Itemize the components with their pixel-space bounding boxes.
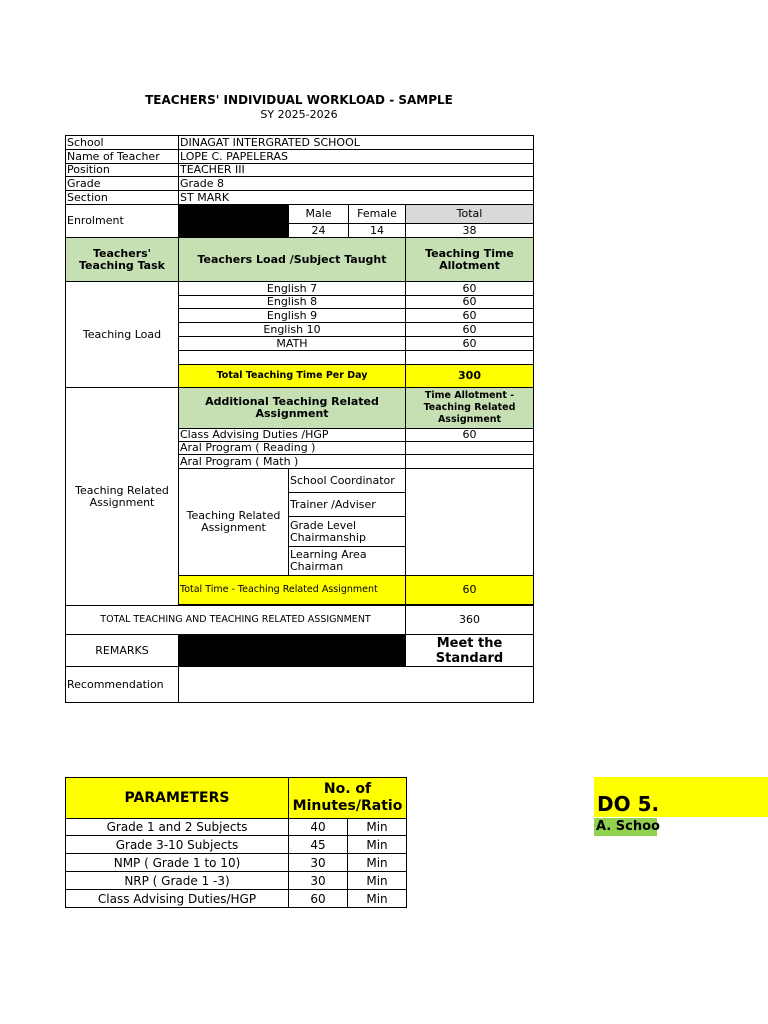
grade-label: Grade bbox=[66, 177, 179, 191]
subject-minutes: 60 bbox=[406, 296, 534, 309]
teaching-load-label: Teaching Load bbox=[66, 282, 179, 388]
role-learning-area-chair: Learning Area Chairman bbox=[289, 547, 406, 576]
parameter-row bbox=[66, 890, 407, 908]
parameter-value: 40 bbox=[289, 819, 348, 836]
allotment-header: Teaching Time Allotment bbox=[406, 238, 534, 282]
parameter-unit: Min bbox=[348, 872, 407, 890]
parameter-unit: Min bbox=[348, 890, 407, 908]
position-label: Position bbox=[66, 164, 179, 177]
parameter-unit: Min bbox=[348, 836, 407, 854]
empty-cell bbox=[406, 442, 534, 455]
do-reference: DO 5. bbox=[597, 792, 660, 816]
parameters-table bbox=[65, 777, 407, 908]
total-label: Total bbox=[406, 205, 534, 224]
remarks-value: Meet the Standard bbox=[406, 635, 534, 667]
document-title: TEACHERS' INDIVIDUAL WORKLOAD - SAMPLE bbox=[145, 93, 453, 107]
roles-minutes-cell bbox=[406, 469, 534, 576]
minutes-header: No. of Minutes/Ratio bbox=[289, 778, 407, 819]
subject-minutes: 60 bbox=[406, 309, 534, 323]
subject-name: English 7 bbox=[179, 282, 406, 296]
parameter-unit: Min bbox=[348, 854, 407, 872]
total-related-value: 60 bbox=[406, 576, 534, 605]
empty-cell bbox=[179, 351, 406, 365]
task-header: Teachers' Teaching Task bbox=[66, 238, 179, 282]
grand-total-label: TOTAL TEACHING AND TEACHING RELATED ASSIGNMENT bbox=[66, 606, 406, 635]
position-value: TEACHER III bbox=[179, 164, 534, 177]
parameter-label: NMP ( Grade 1 to 10) bbox=[66, 854, 289, 872]
aral-math-label: Aral Program ( Math ) bbox=[179, 455, 406, 469]
female-label: Female bbox=[349, 205, 406, 224]
role-grade-level-chair: Grade Level Chairmanship bbox=[289, 517, 406, 547]
parameter-row bbox=[66, 854, 407, 872]
parameter-row bbox=[66, 836, 407, 854]
enrolment-label: Enrolment bbox=[66, 205, 179, 238]
info-row-position bbox=[66, 164, 534, 177]
enrolment-redacted bbox=[179, 205, 289, 238]
info-row-section bbox=[66, 191, 534, 205]
section-value: ST MARK bbox=[179, 191, 534, 205]
parameter-label: Grade 3-10 Subjects bbox=[66, 836, 289, 854]
subject-name: English 10 bbox=[179, 323, 406, 337]
workload-table bbox=[65, 135, 534, 703]
info-row-teacher bbox=[66, 150, 534, 164]
total-teaching-value: 300 bbox=[406, 365, 534, 388]
section-label: Section bbox=[66, 191, 179, 205]
recommendation-value bbox=[179, 667, 534, 703]
empty-cell bbox=[406, 455, 534, 469]
empty-cell bbox=[406, 351, 534, 365]
parameter-value: 30 bbox=[289, 854, 348, 872]
remarks-redacted bbox=[179, 635, 406, 667]
role-trainer-adviser: Trainer /Adviser bbox=[289, 493, 406, 517]
related-label: Teaching Related Assignment bbox=[66, 388, 179, 606]
remarks-label: REMARKS bbox=[66, 635, 179, 667]
role-school-coordinator: School Coordinator bbox=[289, 469, 406, 493]
info-row-grade bbox=[66, 177, 534, 191]
male-count: 24 bbox=[289, 224, 349, 238]
subject-minutes: 60 bbox=[406, 337, 534, 351]
school-value: DINAGAT INTERGRATED SCHOOL bbox=[179, 136, 534, 150]
parameter-value: 30 bbox=[289, 872, 348, 890]
subject-row bbox=[66, 282, 534, 296]
school-reference: A. Schoo bbox=[596, 819, 660, 834]
grand-total-value: 360 bbox=[406, 606, 534, 635]
school-label: School bbox=[66, 136, 179, 150]
remarks-row bbox=[66, 635, 534, 667]
subject-name: English 8 bbox=[179, 296, 406, 309]
aral-reading-label: Aral Program ( Reading ) bbox=[179, 442, 406, 455]
parameter-row bbox=[66, 872, 407, 890]
total-teaching-label: Total Teaching Time Per Day bbox=[179, 365, 406, 388]
grade-value: Grade 8 bbox=[179, 177, 534, 191]
load-header-row bbox=[66, 238, 534, 282]
enrolment-header-row bbox=[66, 205, 534, 224]
related-allotment-header: Time Allotment - Teaching Related Assignment bbox=[406, 388, 534, 429]
teacher-label: Name of Teacher bbox=[66, 150, 179, 164]
advising-minutes: 60 bbox=[406, 429, 534, 442]
total-related-label: Total Time - Teaching Related Assignment bbox=[179, 576, 406, 605]
parameter-unit: Min bbox=[348, 819, 407, 836]
parameters-header-row bbox=[66, 778, 407, 819]
subject-name: MATH bbox=[179, 337, 406, 351]
parameter-label: Class Advising Duties/HGP bbox=[66, 890, 289, 908]
subject-name: English 9 bbox=[179, 309, 406, 323]
advising-label: Class Advising Duties /HGP bbox=[179, 429, 406, 442]
related-sub-label: Teaching Related Assignment bbox=[179, 469, 289, 576]
related-header-row bbox=[66, 388, 534, 429]
parameter-value: 45 bbox=[289, 836, 348, 854]
parameter-label: Grade 1 and 2 Subjects bbox=[66, 819, 289, 836]
subject-minutes: 60 bbox=[406, 323, 534, 337]
parameter-label: NRP ( Grade 1 -3) bbox=[66, 872, 289, 890]
recommendation-row bbox=[66, 667, 534, 703]
school-year: SY 2025-2026 bbox=[260, 108, 338, 121]
recommendation-label: Recommendation bbox=[66, 667, 179, 703]
grand-total-row bbox=[66, 606, 534, 635]
total-count: 38 bbox=[406, 224, 534, 238]
teacher-value: LOPE C. PAPELERAS bbox=[179, 150, 534, 164]
female-count: 14 bbox=[349, 224, 406, 238]
parameter-row bbox=[66, 819, 407, 836]
male-label: Male bbox=[289, 205, 349, 224]
subject-header: Teachers Load /Subject Taught bbox=[179, 238, 406, 282]
info-row-school bbox=[66, 136, 534, 150]
parameters-header: PARAMETERS bbox=[66, 778, 289, 819]
parameter-value: 60 bbox=[289, 890, 348, 908]
subject-minutes: 60 bbox=[406, 282, 534, 296]
related-header: Additional Teaching Related Assignment bbox=[179, 388, 406, 429]
